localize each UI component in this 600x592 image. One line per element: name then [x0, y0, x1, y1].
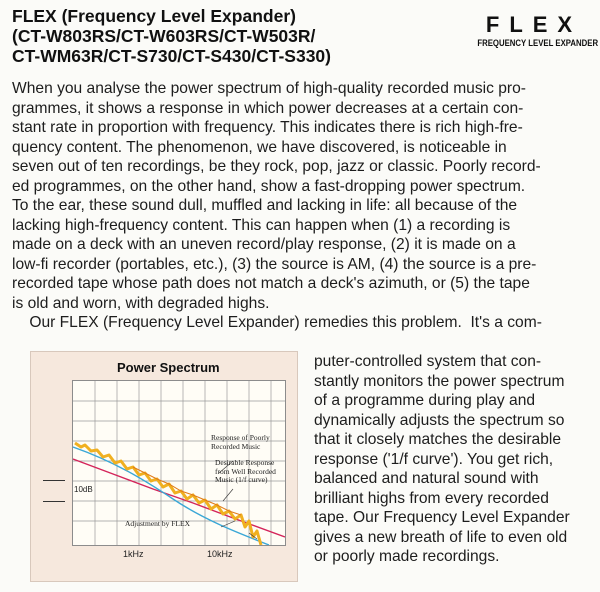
- text-line: of a programme during play and: [314, 392, 536, 409]
- x-tick-label: 1kHz: [123, 549, 144, 559]
- text-line: tape. Our Frequency Level Expander: [314, 509, 570, 526]
- db-scale-label: 10dB: [74, 485, 93, 494]
- annotation-desirable-response: [215, 459, 276, 485]
- heading-line: CT-WM63R/CT-S730/CT-S430/CT-S330): [12, 46, 331, 66]
- annotation-line: Music (1/f curve): [215, 475, 268, 484]
- text-line: quency content. The phenomenon, we have discovered, is noticeable in: [12, 138, 507, 156]
- text-line: puter-controlled system that con-: [314, 353, 542, 370]
- figure-title: Power Spectrum: [117, 360, 220, 375]
- power-spectrum-figure: [30, 351, 298, 582]
- text-line: dynamically adjusts the spectrum so: [314, 411, 565, 429]
- text-line: seven out of ten recordings, be they rock, pop, jazz or classic. Poorly record-: [12, 158, 541, 175]
- text-line: that it closely matches the desirable: [314, 431, 562, 448]
- text-line: gives a new breath of life to even old: [314, 528, 568, 546]
- logo-word: FLEX: [485, 12, 583, 37]
- flex-logo: [466, 12, 599, 50]
- text-line: Our FLEX (Frequency Level Expander) remedies this problem. It's a com-: [12, 314, 542, 331]
- annotation-line: Recorded Music: [211, 441, 261, 451]
- pointer-adjust: [221, 521, 235, 527]
- text-line: or poorly made recordings.: [314, 548, 500, 565]
- text-line: When you analyse the power spectrum of high-quality recorded music pro-: [12, 80, 526, 97]
- paragraph-1: [12, 79, 594, 333]
- text-line: low-fi recorder (portables, etc.), (3) the source is AM, (4) the source is a pre-: [12, 255, 537, 273]
- paragraph-2: [314, 352, 596, 567]
- text-line: response ('1/f curve'). You get rich,: [314, 450, 554, 468]
- db-scale-bar: [43, 480, 65, 502]
- page-heading: [12, 6, 452, 66]
- text-line: recorded tape whose path does not match a deck's azimuth, or (5) the tape: [12, 275, 530, 292]
- heading-line: (CT-W803RS/CT-W603RS/CT-W503R/: [12, 26, 316, 46]
- text-line: stant rate in proportion with frequency. This indicates there is rich high-fre-: [12, 119, 523, 136]
- text-line: lacking high-frequency content. This can happen when (1) a recording is: [12, 216, 511, 234]
- text-line: ed programmes, on the other hand, show a fast-dropping power spectrum.: [12, 177, 526, 195]
- text-line: balanced and natural sound with: [314, 470, 539, 487]
- annotation-flex-adjustment: Adjustment by FLEX: [125, 519, 190, 528]
- pointer-desirable: [223, 489, 233, 501]
- x-tick-label: 10kHz: [207, 549, 233, 559]
- annotation-line: from Well Recorded: [215, 466, 276, 476]
- text-line: stantly monitors the power spectrum: [314, 372, 565, 390]
- logo-subtitle: FREQUENCY LEVEL EXPANDER: [477, 38, 599, 49]
- annotation-poor-response: [211, 434, 270, 451]
- annotation-line: Response of Poorly: [211, 433, 270, 442]
- text-line: To the ear, these sound dull, muffled and lacking in life: all because of the: [12, 197, 518, 214]
- heading-line: FLEX (Frequency Level Expander): [12, 6, 296, 26]
- annotation-line: Desirable Response: [215, 458, 275, 467]
- text-line: is old and worn, with degraded highs.: [12, 294, 270, 312]
- text-line: brilliant highs from every recorded: [314, 489, 549, 507]
- text-line: grammes, it shows a response in which power decreases at a certain con-: [12, 99, 524, 117]
- text-line: made on a deck with an uneven record/play response, (2) it is made on a: [12, 236, 516, 253]
